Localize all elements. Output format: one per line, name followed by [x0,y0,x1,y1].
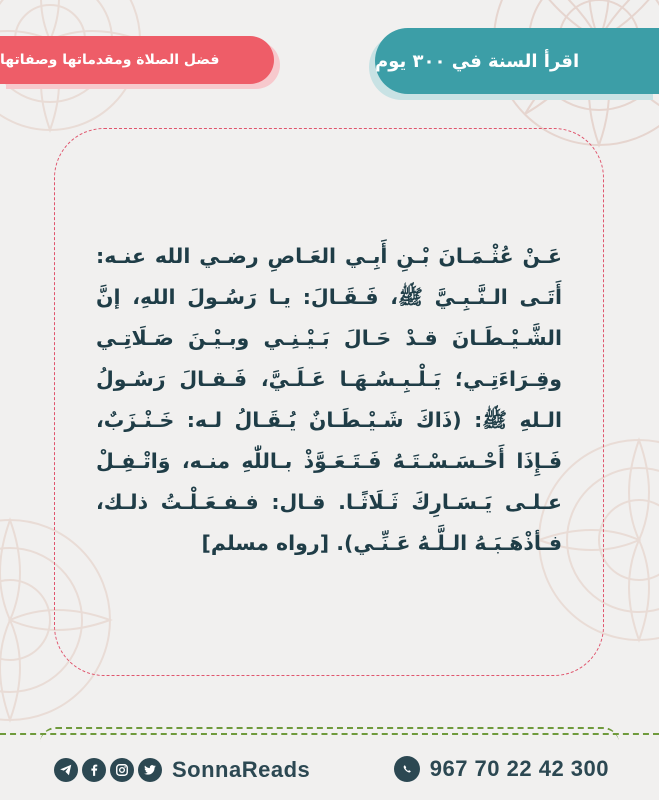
twitter-icon[interactable] [138,758,162,782]
instagram-icon[interactable] [110,758,134,782]
contact-info [394,755,609,783]
whatsapp-icon[interactable] [394,756,420,782]
telegram-icon[interactable] [54,758,78,782]
social-handle[interactable]: SonnaReads [172,757,311,782]
series-title: اقرأ السنة في ٣٠٠ يوم [375,50,580,72]
topic-badge [0,36,274,84]
facebook-icon[interactable] [82,758,106,782]
footer-divider [0,733,659,735]
series-title-badge [375,28,659,94]
phone-number[interactable]: 967 70 22 42 300 [429,756,609,781]
hadith-text: عَـنْ عُثْـمَـانَ بْـنِ أَبِـي العَـاصِ رضـي الله عنـه: أَتَـى الـنَّـبِـيَّ ﷺ، فَـقَـالَ: يـا رَسُـولَ اللهِ، إنَّ الشَّـيْـطَـانَ قـدْ حَـالَ بَـيْـنِـي وبـيْـنَ صَـلَاتِـي وقِـرَاءَتِـي؛ يَـلْـبِـسُـهَـا عَـلَـيَّ، فَـقـالَ رَسُـولُ الـلهِ ﷺ: (ذَاكَ شَـيْـطَـانٌ يُـقَـالُ لـه: خَـنْـزَبٌ، فَـإِذَا أَحْـسَـسْـتَـهُ فَـتَـعَـوَّذْ بـاللّٰهِ منـه، وَاتْـفِـلْ عـلـى يَـسَـارِكَ ثَـلَاثًـا. قـال: فـفـعَـلْـتُ ذلـك، فـأذْهَـبَـهُ الـلَّـهُ عَـنِّـي). [رواه مسلم] [96,244,562,555]
social-links [54,757,310,783]
topic-title: فضل الصلاة ومقدماتها وصفاتها [0,52,220,68]
